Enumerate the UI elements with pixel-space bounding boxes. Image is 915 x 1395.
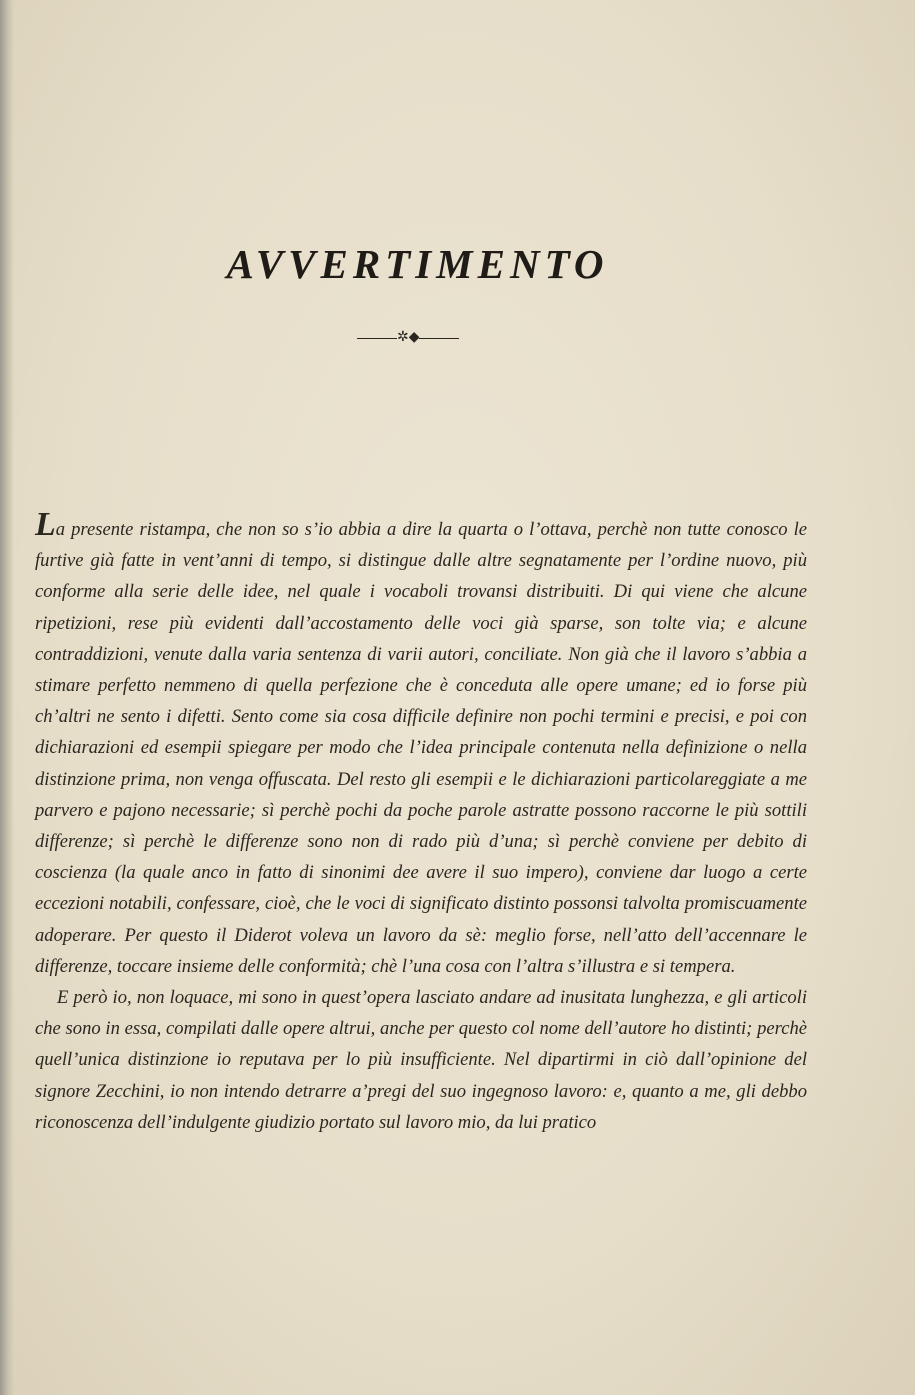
ornament-rule-right [419,338,459,339]
body-text [35,506,807,1138]
page-spine-shadow [0,0,14,1395]
drop-cap: L [35,506,56,543]
page-title: AVVERTIMENTO [226,241,609,287]
ornament-rule-left [357,338,397,339]
paragraph-2 [35,982,807,1138]
paragraph-1 [35,506,807,982]
ornament-glyph: ✲◆ [397,330,420,345]
paragraph-2-text: E però io, non loquace, mi sono in quest’opera lasciato andare ad inusitata lunghezza, e gli articoli che sono in essa, compilati dalle opere altrui, anche per questo col nome dell’autore ho distinti; perchè quell’unica distinzione io reputava per lo più insufficiente. Nel dipartirmi in ciò dall’opinione del signore Zecchini, io non intendo detrarre a’pregi del suo ingegnoso lavoro: e, quanto a me, gli debbo riconoscenza dell’indulgente giudizio portato sul lavoro mio, da lui pratico [35,987,807,1133]
paragraph-1-text: a presente ristampa, che non so s’io abbia a dire la quarta o l’ottava, perchè non tutte conosco le furtive già fatte in vent’anni di tempo, si distingue dalle altre segnatamente per l’ordine nuovo, più conforme alla serie delle idee, nel quale i vocaboli trovansi distribuiti. Di qui viene che alcune ripetizioni, rese più evidenti dall’accostamento delle voci già sparse, son tolte via; e alcune contraddizioni, venute dalla varia sentenza di varii autori, conciliate. Non già che il lavoro s’abbia a stimare perfetto nemmeno di quella perfezione che è conceduta alle opere umane; ed io forse più ch’altri ne sento i difetti. Sento come sia cosa difficile definire non pochi termini e precisi, e poi con dichiarazioni ed esempii spiegare per modo che l’idea principale contenuta nella definizione o nella distinzione prima, non venga offuscata. Del resto gli esempii e le dichiarazioni particolareggiate a me parvero e pajono necessarie; sì perchè pochi da poche parole astratte possono raccorne le più sottili differenze; sì perchè le differenze sono non di rado più d’una; sì perchè conviene per debito di coscienza (la quale anco in fatto di sinonimi dee avere il suo impero), conviene dar luogo a certe eccezioni notabili, confessare, cioè, che le voci di significato distinto possonsi talvolta promiscuamente adoperare. Per questo il Diderot voleva un lavoro da sè: meglio forse, nell’atto dell’accennare le differenze, toccare insieme delle conformità; chè l’una cosa con l’altra s’illustra e si tempera. [35,519,807,977]
title-ornament [357,332,461,346]
